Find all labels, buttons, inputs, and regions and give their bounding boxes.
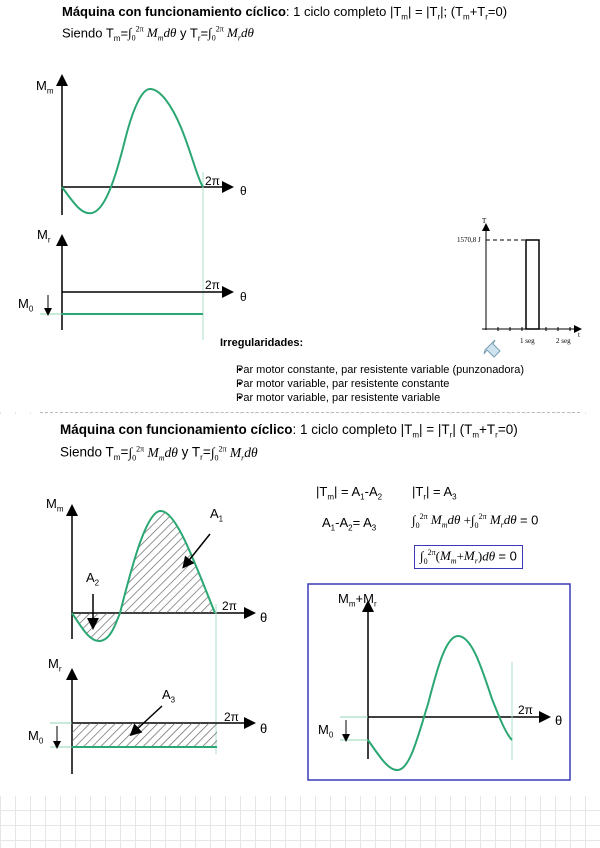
pointer-icon [484, 340, 500, 357]
mm-curve [62, 89, 203, 213]
eq-integrals: $\int_0^{2\pi}$ $M_md\theta +\int_0^{2\pi}$ $M_rd\theta = 0$ [412, 512, 539, 530]
sum-label: $M_m+M_r$ [338, 591, 377, 609]
bullet-item: • Par motor constante, par resistente variable (punzonadora) [236, 363, 524, 377]
two-pi-label-3: 2π [222, 599, 237, 613]
mr2-label: $M_r$ [48, 656, 62, 674]
slide-bottom [0, 414, 600, 796]
slide-divider [40, 412, 580, 413]
mini-x-label: t [578, 331, 580, 339]
m0-label-2: $M_0$ [28, 728, 44, 746]
two-pi-label-1: 2π [205, 174, 220, 188]
bullet-item: • Par motor variable, par resistente constante [236, 377, 524, 391]
mm-label: $M_m$ [36, 78, 54, 96]
sum-graph-frame [308, 584, 570, 780]
area-a3 [72, 723, 217, 747]
theta-label-2: θ [240, 290, 247, 304]
mini-y-label: T [482, 217, 487, 225]
eq-tr: $|T_r| = A_3$ [412, 484, 457, 502]
area-a2 [72, 613, 120, 641]
mini-tick-1: 1 seg [520, 337, 535, 345]
slide2-subtitle: Siendo $T_m=\int_0^{2\pi}$ $M_md\theta$ y $T_r=\int_0^{2\pi}$ $M_rd\theta$ [60, 444, 258, 463]
eq-tm: $|T_m| = A_1-A_2$ [316, 484, 383, 502]
irregularities-list [222, 363, 524, 405]
slide2-title: Máquina con funcionamiento cíclico: 1 ciclo completo $|T_m| = |T_r|$ $(T_m+T_r=0)$ [60, 422, 518, 440]
irregularities-title: Irregularidades: [220, 337, 304, 349]
two-pi-label-4: 2π [224, 710, 239, 724]
mini-pulse [526, 240, 539, 329]
eq-total-box: $\int_0^{2\pi}(M_m+M_r)d\theta = 0$ [414, 545, 523, 569]
theta-label-3: θ [260, 610, 268, 625]
slide1-subtitle: Siendo $T_m=\int_0^{2\pi}$ $M_md\theta$ y $T_r=\int_0^{2\pi}$ $M_rd\theta$ [62, 25, 254, 43]
mini-tick-2: 2 seg [556, 337, 571, 345]
mm2-label: $M_m$ [46, 496, 64, 514]
theta-label-5: θ [555, 713, 563, 728]
a1-label: $A_1$ [210, 506, 224, 524]
mini-value-label: 1570,8 J [457, 236, 481, 244]
two-pi-label-5: 2π [518, 703, 533, 717]
a2-label: $A_2$ [86, 570, 100, 588]
slide1-graphs [0, 0, 600, 412]
mr-label: $M_r$ [37, 227, 51, 245]
slide2-graphs [0, 414, 600, 796]
bullet-item: • Par motor variable, par resistente variable [236, 391, 524, 405]
theta-label-4: θ [260, 721, 268, 736]
two-pi-label-2: 2π [205, 278, 220, 292]
slide1-title: Máquina con funcionamiento cíclico: 1 ciclo completo $|T_m| = |T_r|$; $(T_m+T_r=0)$ [62, 4, 508, 22]
m0-label: $M_0$ [18, 296, 34, 314]
eq-areas: $A_1-A_2= A_3$ [322, 515, 377, 533]
slide-top [0, 0, 600, 412]
a3-label: $A_3$ [162, 687, 176, 705]
theta-label-1: θ [240, 184, 247, 198]
m0-label-3: $M_0$ [318, 722, 334, 740]
